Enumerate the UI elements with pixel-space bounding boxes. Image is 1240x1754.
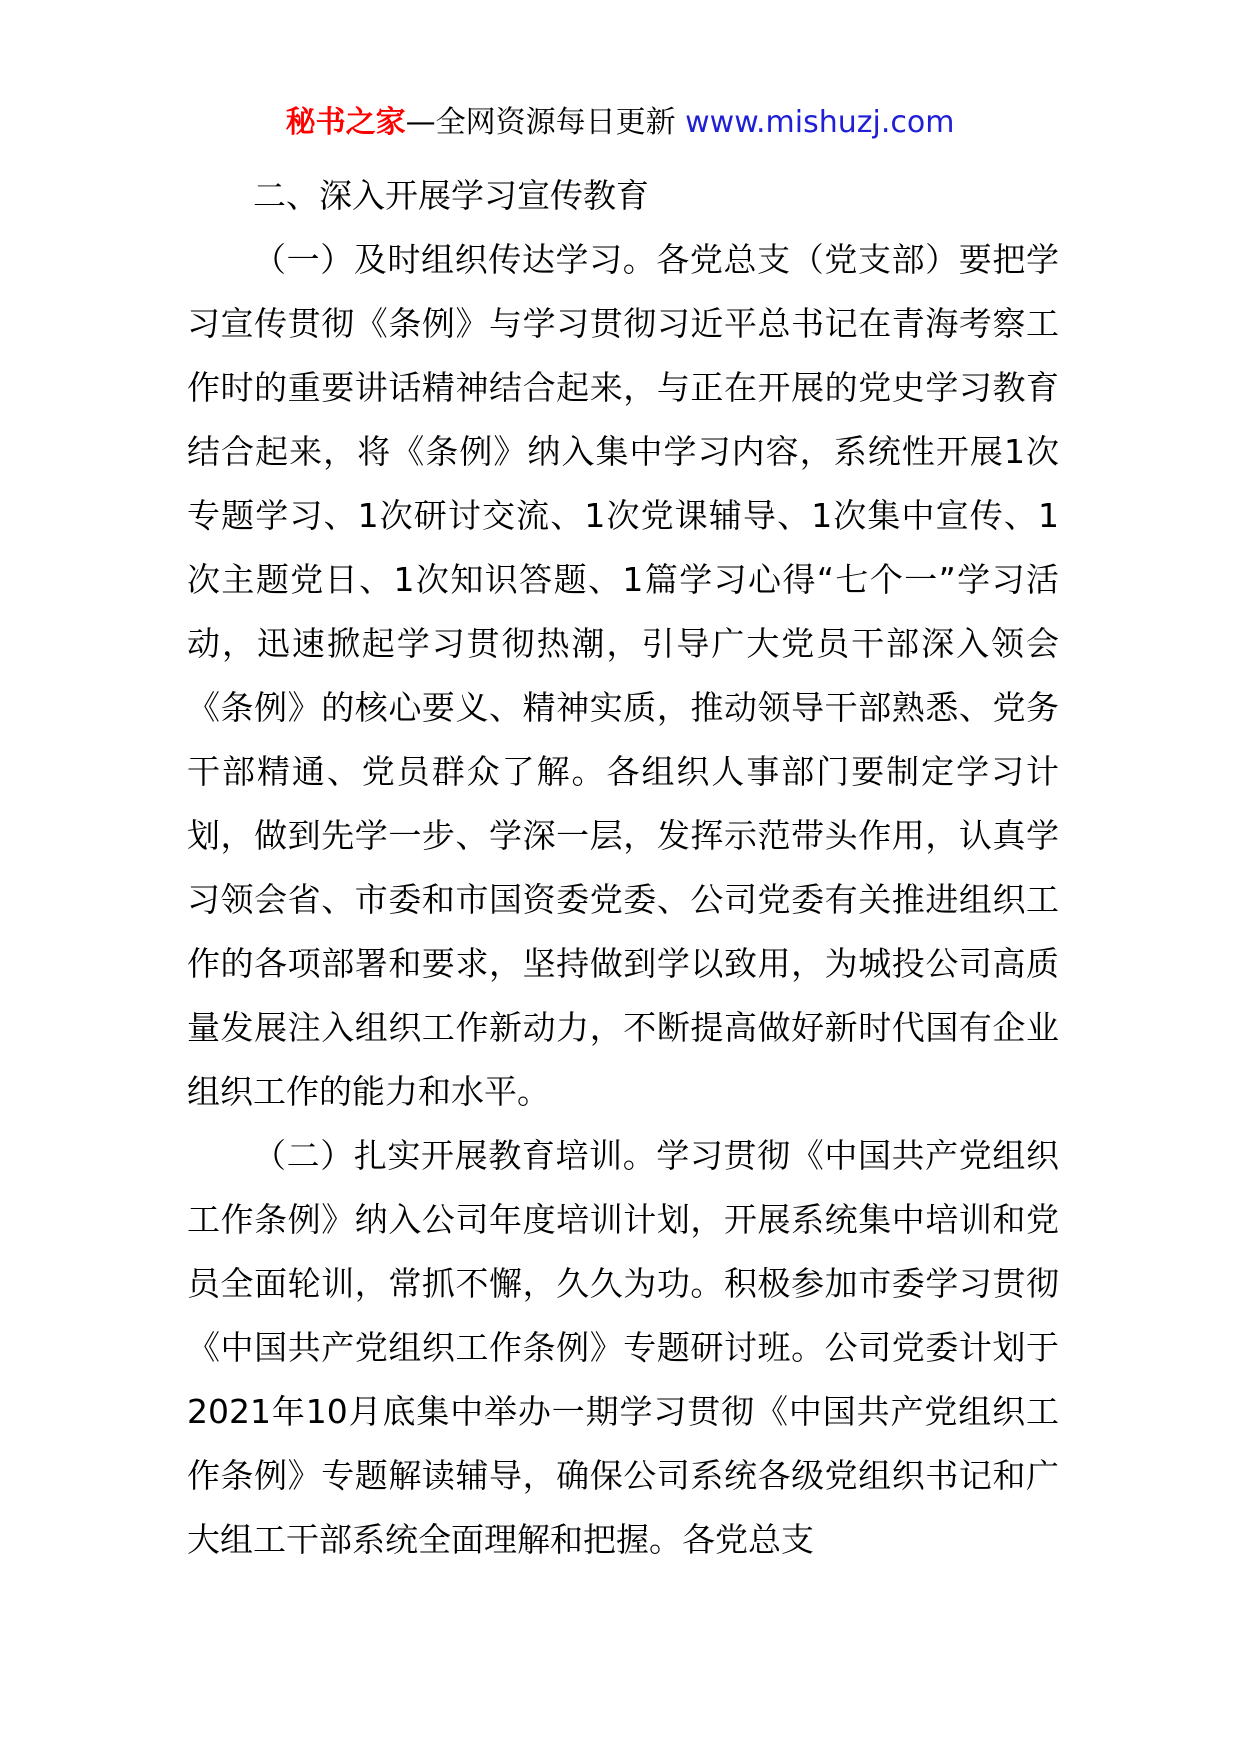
header-tagline: —全网资源每日更新 — [405, 105, 686, 140]
website-link[interactable]: www.mishuzj.com — [685, 105, 955, 140]
paragraph-1: （一）及时组织传达学习。各党总支（党支部）要把学习宣传贯彻《条例》与学习贯彻习近平总书记在青海考察工作时的重要讲话精神结合起来，与正在开展的党史学习教育结合起来，将《条例》纳入集中学习内容，系统性开展1次专题学习、1次研讨交流、1次党课辅导、1次集中宣传、1次主题党日、1次知识答题、1篇学习心得“七个一”学习活动，迅速掀起学习贯彻热潮，引导广大党员干部深入领会《条例》的核心要义、精神实质，推动领导干部熟悉、党务干部精通、党员群众了解。各组织人事部门要制定学习计划，做到先学一步、学深一层，发挥示范带头作用，认真学习领会省、市委和市国资委党委、公司党委有关推进组织工作的各项部署和要求，坚持做到学以致用，为城投公司高质量发展注入组织工作新动力，不断提高做好新时代国有企业组织工作的能力和水平。 — [187, 240, 1059, 1111]
section-heading: 二、深入开展学习宣传教育 — [253, 176, 649, 215]
document-body — [187, 164, 1059, 1572]
page-header — [0, 100, 1240, 146]
paragraph-2: （二）扎实开展教育培训。学习贯彻《中国共产党组织工作条例》纳入公司年度培训计划，开展系统集中培训和党员全面轮训，常抓不懈，久久为功。积极参加市委学习贯彻《中国共产党组织工作条例》专题研讨班。公司党委计划于2021年10月底集中举办一期学习贯彻《中国共产党组织工作条例》专题解读辅导，确保公司系统各级党组织书记和广大组工干部系统全面理解和把握。各党总支 — [187, 1136, 1059, 1559]
brand-name: 秘书之家 — [285, 105, 406, 140]
